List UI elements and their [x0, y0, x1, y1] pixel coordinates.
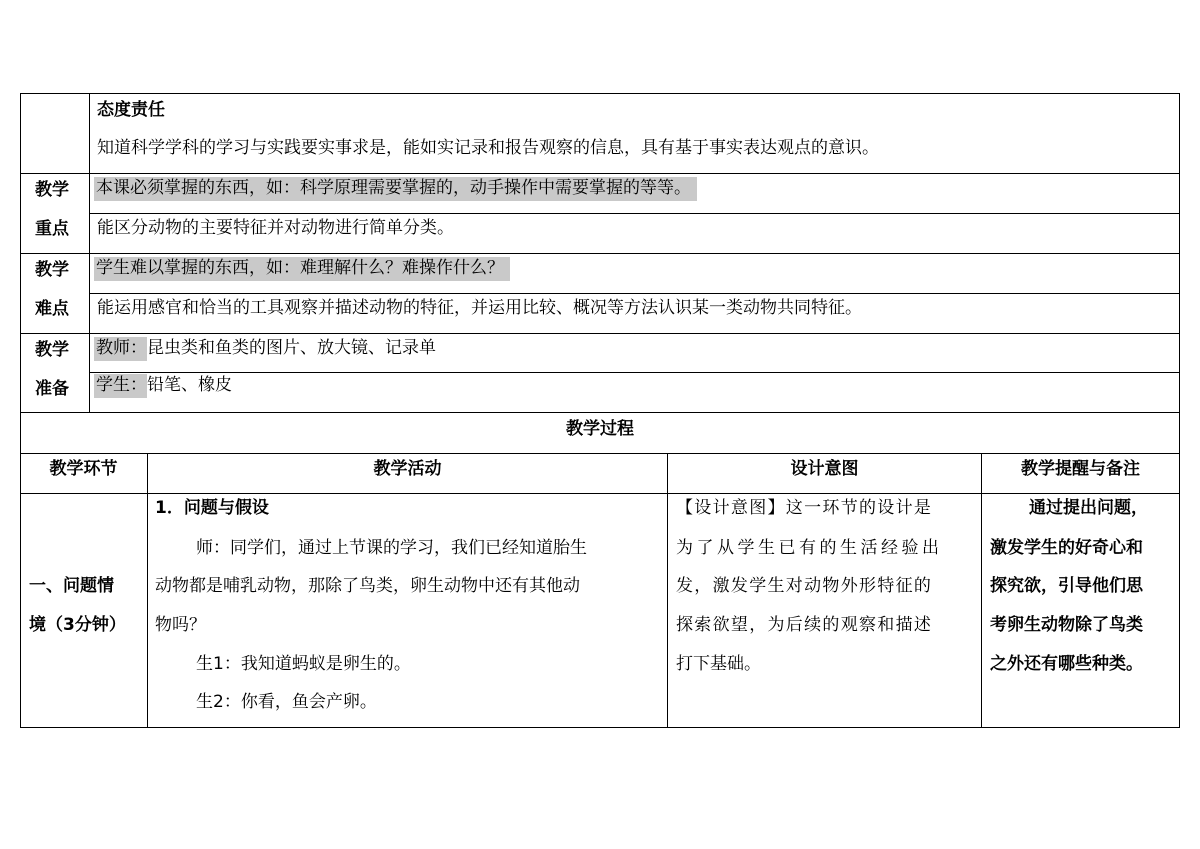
activity-line: 物吗？	[155, 615, 206, 635]
design-line: 打下基础。	[676, 654, 761, 674]
key-points-label-line1: 教学	[35, 180, 69, 200]
difficulties-note-wrap	[94, 257, 510, 281]
key-points-note: 本课必须掌握的东西，如：科学原理需要掌握的，动手操作中需要掌握的等等。	[94, 177, 697, 201]
remark-line: 考卵生动物除了鸟类	[990, 615, 1143, 635]
stage-label-line2: 境（3分钟）	[29, 615, 126, 635]
design-line: 【设计意图】这一环节的设计是	[676, 498, 933, 518]
key-points-content: 能区分动物的主要特征并对动物进行简单分类。	[97, 218, 454, 238]
difficulties-label-line1: 教学	[35, 260, 69, 280]
teacher-label: 教师：	[94, 337, 147, 361]
attitude-title: 态度责任	[97, 100, 165, 120]
activity-line: 生1：我知道蚂蚁是卵生的。	[196, 654, 411, 674]
header-design: 设计意图	[790, 459, 859, 479]
remark-line: 激发学生的好奇心和	[990, 538, 1143, 558]
header-remarks: 教学提醒与备注	[1021, 459, 1140, 479]
key-points-label-line2: 重点	[35, 219, 69, 239]
remark-line: 通过提出问题，	[1029, 498, 1148, 518]
difficulties-label-line2: 难点	[35, 299, 69, 319]
stage-label-line1: 一、问题情	[29, 576, 114, 596]
header-activity: 教学活动	[373, 459, 442, 479]
difficulties-note: 学生难以掌握的东西，如：难理解什么？难操作什么？	[94, 257, 510, 281]
process-title: 教学过程	[566, 419, 634, 439]
activity-line: 生2：你看，鱼会产卵。	[196, 692, 377, 712]
remark-line: 探究欲，引导他们思	[990, 576, 1143, 596]
preparation-student	[94, 374, 232, 398]
design-line: 探索欲望，为后续的观察和描述	[676, 615, 933, 635]
design-line: 发，激发学生对动物外形特征的	[676, 576, 933, 596]
preparation-label-line1: 教学	[35, 340, 69, 360]
attitude-content: 知道科学学科的学习与实践要实事求是，能如实记录和报告观察的信息，具有基于事实表达观点的意识。	[97, 138, 879, 158]
preparation-label-line2: 准备	[35, 379, 69, 399]
activity-line: 师：同学们，通过上节课的学习，我们已经知道胎生	[196, 538, 587, 558]
student-items: 铅笔、橡皮	[147, 375, 232, 395]
design-line: 为了从学生已有的生活经验出	[676, 538, 943, 558]
teacher-items: 昆虫类和鱼类的图片、放大镜、记录单	[147, 338, 436, 358]
preparation-teacher	[94, 337, 436, 361]
activity-title: 1．问题与假设	[155, 498, 269, 518]
remark-line: 之外还有哪些种类。	[990, 654, 1143, 674]
student-label: 学生：	[94, 374, 147, 398]
key-points-note-wrap	[94, 177, 697, 201]
header-stage: 教学环节	[49, 459, 118, 479]
activity-line: 动物都是哺乳动物，那除了鸟类，卵生动物中还有其他动	[155, 576, 580, 596]
difficulties-content: 能运用感官和恰当的工具观察并描述动物的特征，并运用比较、概况等方法认识某一类动物共同特征。	[97, 298, 862, 318]
